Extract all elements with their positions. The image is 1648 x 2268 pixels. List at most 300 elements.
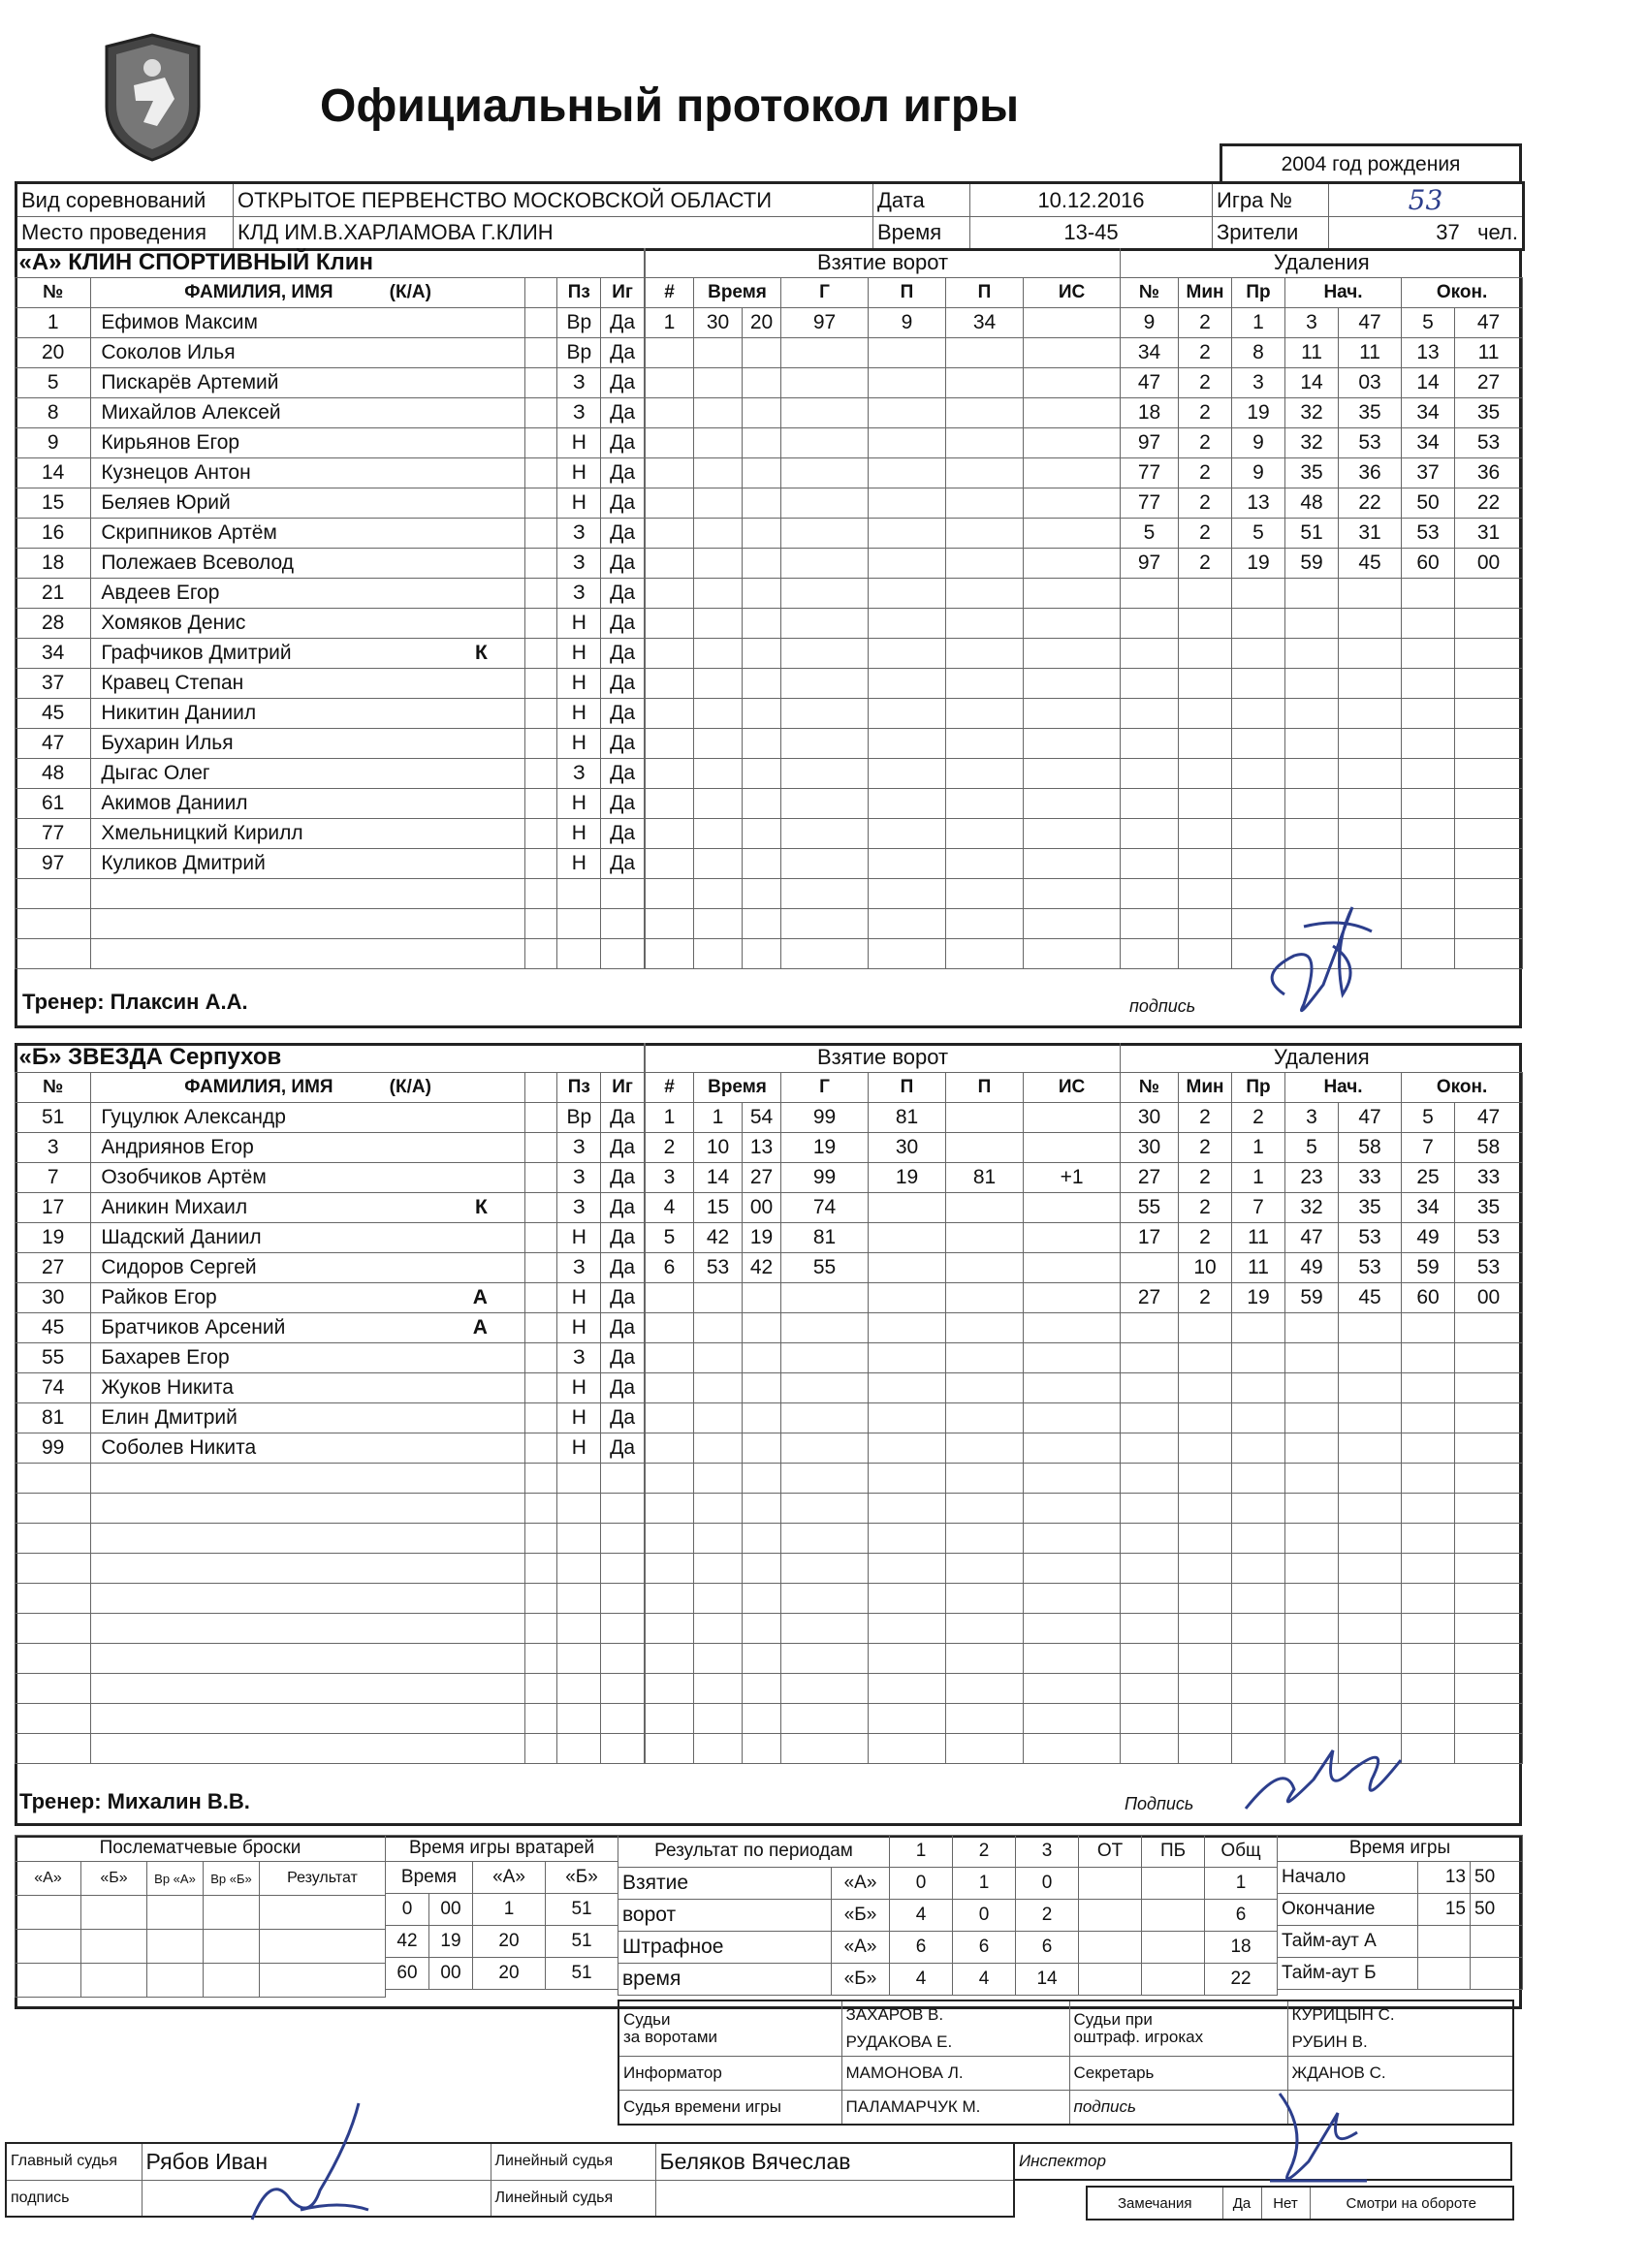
penalty-start-sec: 45 bbox=[1339, 1283, 1402, 1313]
penalty-player bbox=[1121, 1644, 1179, 1674]
penalty-minutes: 2 bbox=[1179, 338, 1232, 368]
period-total: 6 bbox=[1205, 1900, 1278, 1932]
goal-minute bbox=[694, 488, 743, 519]
player-played: Да bbox=[601, 1103, 645, 1133]
penalty-row bbox=[1121, 819, 1523, 849]
col-pen-reason: Пр bbox=[1232, 1073, 1285, 1103]
table-row bbox=[16, 699, 645, 729]
player-number: 27 bbox=[16, 1253, 91, 1283]
penalty-minutes bbox=[1179, 759, 1232, 789]
penalty-player: 17 bbox=[1121, 1223, 1179, 1253]
player-name: Кравец Степан bbox=[91, 669, 525, 699]
penalty-end-min bbox=[1402, 1674, 1455, 1704]
penalty-minutes: 2 bbox=[1179, 398, 1232, 428]
goal-number bbox=[646, 699, 694, 729]
penalty-start-sec bbox=[1339, 759, 1402, 789]
goal-minute bbox=[694, 1704, 743, 1734]
goal-second bbox=[743, 909, 781, 939]
player-played bbox=[601, 1584, 645, 1614]
penalty-end-sec: 53 bbox=[1455, 1223, 1523, 1253]
period-value: 0 bbox=[890, 1868, 953, 1900]
player-number: 16 bbox=[16, 519, 91, 549]
goal-number bbox=[646, 519, 694, 549]
table-row bbox=[16, 1343, 645, 1373]
game-label: Игра № bbox=[1213, 183, 1329, 217]
table-row bbox=[16, 428, 645, 458]
shootout-header: ПБ bbox=[1142, 1836, 1205, 1868]
penalty-reason: 8 bbox=[1232, 338, 1285, 368]
goal-scorer: 19 bbox=[781, 1133, 869, 1163]
col-pen-end: Окон. bbox=[1402, 1073, 1523, 1103]
goal-row bbox=[646, 308, 1121, 338]
goal-judges-label: Судьи за воротами bbox=[618, 2000, 841, 2057]
goal-assist1 bbox=[869, 368, 946, 398]
player-name: Гуцулюк Александр bbox=[91, 1103, 525, 1133]
period-row bbox=[618, 1964, 1278, 1996]
competition-label: Вид соревнований bbox=[16, 183, 234, 217]
goal-assist1 bbox=[869, 759, 946, 789]
penalty-reason: 19 bbox=[1232, 398, 1285, 428]
penalty-reason bbox=[1232, 1704, 1285, 1734]
goal-number bbox=[646, 849, 694, 879]
goalie-b: 51 bbox=[546, 1926, 618, 1958]
table-row bbox=[16, 1223, 645, 1253]
goal-number bbox=[646, 458, 694, 488]
goalie-row bbox=[386, 1894, 618, 1926]
linesman2-label: Линейный судья bbox=[491, 2180, 655, 2217]
goal-number bbox=[646, 1554, 694, 1584]
goal-scorer: 81 bbox=[781, 1223, 869, 1253]
penalty-start-min bbox=[1285, 1524, 1339, 1554]
player-number: 37 bbox=[16, 669, 91, 699]
goal-situation bbox=[1024, 1464, 1121, 1494]
goalie-row bbox=[386, 1926, 618, 1958]
penalty-row bbox=[1121, 1313, 1523, 1343]
goal-assist2 bbox=[946, 1433, 1024, 1464]
penalty-start-sec bbox=[1339, 1494, 1402, 1524]
penalty-row bbox=[1121, 1343, 1523, 1373]
goal-assist2 bbox=[946, 669, 1024, 699]
goal-situation bbox=[1024, 1554, 1121, 1584]
table-row bbox=[16, 1403, 645, 1433]
col-pen-min: Мин bbox=[1179, 278, 1232, 308]
goal-assist2 bbox=[946, 579, 1024, 609]
penalty-start-min: 3 bbox=[1285, 1103, 1339, 1133]
goal-second bbox=[743, 1433, 781, 1464]
player-position: Н bbox=[557, 699, 601, 729]
penalty-row bbox=[1121, 1614, 1523, 1644]
penalty-end-min bbox=[1402, 609, 1455, 639]
penalty-player: 34 bbox=[1121, 338, 1179, 368]
penalty-end-min: 59 bbox=[1402, 1253, 1455, 1283]
goal-situation bbox=[1024, 729, 1121, 759]
penalty-end-sec bbox=[1455, 1674, 1523, 1704]
goal-second bbox=[743, 819, 781, 849]
goal-minute bbox=[694, 549, 743, 579]
player-number: 3 bbox=[16, 1133, 91, 1163]
penalty-start-min: 59 bbox=[1285, 549, 1339, 579]
goal-number: 6 bbox=[646, 1253, 694, 1283]
game-end-label: Окончание bbox=[1278, 1894, 1418, 1926]
player-played: Да bbox=[601, 1163, 645, 1193]
penalty-player bbox=[1121, 1734, 1179, 1764]
goal-assist2 bbox=[946, 1223, 1024, 1253]
goal-minute bbox=[694, 1524, 743, 1554]
period-3-header: 3 bbox=[1016, 1836, 1079, 1868]
goal-assist2: 81 bbox=[946, 1163, 1024, 1193]
period-value: 0 bbox=[1016, 1868, 1079, 1900]
player-position: З bbox=[557, 1253, 601, 1283]
player-played: Да bbox=[601, 398, 645, 428]
table-row bbox=[16, 759, 645, 789]
goal-second bbox=[743, 398, 781, 428]
period-value bbox=[1142, 1868, 1205, 1900]
player-played bbox=[601, 1494, 645, 1524]
team-b-roster bbox=[15, 1043, 645, 1764]
penalty-reason bbox=[1232, 1464, 1285, 1494]
penalty-minutes: 2 bbox=[1179, 308, 1232, 338]
goal-minute bbox=[694, 1403, 743, 1433]
penalty-end-sec: 31 bbox=[1455, 519, 1523, 549]
goal-minute bbox=[694, 939, 743, 969]
penalty-end-sec bbox=[1455, 729, 1523, 759]
team-a-sign-label: подпись bbox=[1129, 996, 1196, 1016]
goal-second bbox=[743, 428, 781, 458]
goal-minute bbox=[694, 1343, 743, 1373]
goal-second bbox=[743, 1373, 781, 1403]
goal-second: 42 bbox=[743, 1253, 781, 1283]
player-position: Н bbox=[557, 789, 601, 819]
goal-minute bbox=[694, 398, 743, 428]
player-number bbox=[16, 1554, 91, 1584]
goal-assist2 bbox=[946, 939, 1024, 969]
period-team: «А» bbox=[832, 1868, 890, 1900]
player-number: 15 bbox=[16, 488, 91, 519]
player-name: Дыгас Олег bbox=[91, 759, 525, 789]
team-b-pen-title: Удаления bbox=[1121, 1043, 1523, 1073]
goal-row bbox=[646, 368, 1121, 398]
goal-situation bbox=[1024, 1674, 1121, 1704]
goal-second bbox=[743, 639, 781, 669]
penalty-start-min bbox=[1285, 1704, 1339, 1734]
goal-assist1 bbox=[869, 909, 946, 939]
secretary-label: Секретарь bbox=[1069, 2057, 1287, 2091]
goal-situation bbox=[1024, 308, 1121, 338]
period-team: «Б» bbox=[832, 1900, 890, 1932]
goal-number bbox=[646, 1433, 694, 1464]
penalty-start-min bbox=[1285, 819, 1339, 849]
table-row bbox=[16, 879, 645, 909]
goal-second bbox=[743, 488, 781, 519]
penalty-reason bbox=[1232, 1494, 1285, 1524]
goal-situation bbox=[1024, 1223, 1121, 1253]
player-name bbox=[91, 879, 525, 909]
goal-row bbox=[646, 1584, 1121, 1614]
goal-assist1 bbox=[869, 1674, 946, 1704]
team-b-goals bbox=[645, 1043, 1121, 1764]
player-position bbox=[557, 1584, 601, 1614]
goal-assist2 bbox=[946, 849, 1024, 879]
player-number: 45 bbox=[16, 699, 91, 729]
penalty-start-min: 14 bbox=[1285, 368, 1339, 398]
player-played: Да bbox=[601, 579, 645, 609]
player-name: Соболев Никита bbox=[91, 1433, 525, 1464]
period-value: 2 bbox=[1016, 1900, 1079, 1932]
col-goal-assist1: П bbox=[869, 278, 946, 308]
player-name: Скрипников Артём bbox=[91, 519, 525, 549]
penalty-reason bbox=[1232, 699, 1285, 729]
penalty-player: 30 bbox=[1121, 1103, 1179, 1133]
penalty-start-min bbox=[1285, 1644, 1339, 1674]
timeout-a-label: Тайм-аут А bbox=[1278, 1926, 1418, 1958]
goal-situation bbox=[1024, 428, 1121, 458]
goal-number bbox=[646, 609, 694, 639]
player-position: Н bbox=[557, 428, 601, 458]
table-row bbox=[16, 909, 645, 939]
goal-assist1 bbox=[869, 1524, 946, 1554]
penalty-minutes: 2 bbox=[1179, 549, 1232, 579]
period-value: 4 bbox=[953, 1964, 1016, 1996]
player-played: Да bbox=[601, 639, 645, 669]
table-row bbox=[16, 609, 645, 639]
game-end-sec: 50 bbox=[1471, 1894, 1523, 1926]
penalty-reason: 5 bbox=[1232, 519, 1285, 549]
goal-situation bbox=[1024, 609, 1121, 639]
informer-label: Информатор bbox=[618, 2057, 841, 2091]
player-position: Вр bbox=[557, 338, 601, 368]
penalty-minutes bbox=[1179, 669, 1232, 699]
player-position: З bbox=[557, 549, 601, 579]
goal-assist1 bbox=[869, 669, 946, 699]
penalty-reason bbox=[1232, 1584, 1285, 1614]
goal-assist1 bbox=[869, 1253, 946, 1283]
penalty-end-min bbox=[1402, 939, 1455, 969]
federation-logo bbox=[97, 29, 208, 165]
player-number: 19 bbox=[16, 1223, 91, 1253]
penalty-end-min bbox=[1402, 1704, 1455, 1734]
goal-assist2 bbox=[946, 1103, 1024, 1133]
spectators-value: 37 чел. bbox=[1329, 217, 1524, 250]
player-name bbox=[91, 909, 525, 939]
penalty-start-sec bbox=[1339, 579, 1402, 609]
penalty-minutes bbox=[1179, 819, 1232, 849]
penalty-reason bbox=[1232, 1554, 1285, 1584]
player-position bbox=[557, 1524, 601, 1554]
player-number: 51 bbox=[16, 1103, 91, 1133]
player-position bbox=[557, 1464, 601, 1494]
player-position: З bbox=[557, 519, 601, 549]
goal-situation bbox=[1024, 458, 1121, 488]
goal-scorer bbox=[781, 1313, 869, 1343]
timeout-b-label: Тайм-аут Б bbox=[1278, 1958, 1418, 1990]
penalty-player: 97 bbox=[1121, 428, 1179, 458]
goal-situation bbox=[1024, 1524, 1121, 1554]
goal-scorer bbox=[781, 338, 869, 368]
penalty-end-sec bbox=[1455, 579, 1523, 609]
penalty-judges-label: Судьи при оштраф. игроках bbox=[1069, 2000, 1287, 2057]
goal-number bbox=[646, 1584, 694, 1614]
remarks-see-back: Смотри на обороте bbox=[1310, 2187, 1513, 2220]
penalty-player bbox=[1121, 669, 1179, 699]
goal-scorer bbox=[781, 1433, 869, 1464]
birth-year-box: 2004 год рождения bbox=[1220, 143, 1522, 184]
penalty-row bbox=[1121, 338, 1523, 368]
goal-assist2 bbox=[946, 1193, 1024, 1223]
penalty-minutes: 2 bbox=[1179, 368, 1232, 398]
player-number bbox=[16, 1464, 91, 1494]
goal-row bbox=[646, 398, 1121, 428]
table-row bbox=[16, 1283, 645, 1313]
game-time-table bbox=[1277, 1835, 1523, 1990]
goalie-minute: 0 bbox=[386, 1894, 429, 1926]
penalty-start-sec bbox=[1339, 1674, 1402, 1704]
goal-minute bbox=[694, 1373, 743, 1403]
goal-assist2 bbox=[946, 368, 1024, 398]
penalty-start-sec bbox=[1339, 609, 1402, 639]
period-value bbox=[1142, 1900, 1205, 1932]
remarks-yes: Да bbox=[1222, 2187, 1261, 2220]
player-number bbox=[16, 1494, 91, 1524]
penalty-reason bbox=[1232, 1313, 1285, 1343]
timekeeper-name: ПАЛАМАРЧУК М. bbox=[841, 2091, 1069, 2126]
goal-assist1 bbox=[869, 1554, 946, 1584]
goal-situation bbox=[1024, 1253, 1121, 1283]
penalty-start-sec bbox=[1339, 1373, 1402, 1403]
goal-scorer bbox=[781, 789, 869, 819]
penalty-reason bbox=[1232, 849, 1285, 879]
player-played bbox=[601, 1464, 645, 1494]
goal-second: 13 bbox=[743, 1133, 781, 1163]
team-b-goals-title: Взятие ворот bbox=[646, 1043, 1121, 1073]
goal-assist1 bbox=[869, 338, 946, 368]
goal-second bbox=[743, 1704, 781, 1734]
penalty-start-sec bbox=[1339, 1614, 1402, 1644]
goalie-second: 00 bbox=[429, 1894, 473, 1926]
period-team: «А» bbox=[832, 1932, 890, 1964]
penalty-start-min bbox=[1285, 639, 1339, 669]
goal-number bbox=[646, 579, 694, 609]
shootout-col-gk-b: Вр «Б» bbox=[204, 1862, 260, 1896]
penalty-start-min bbox=[1285, 1584, 1339, 1614]
player-played: Да bbox=[601, 488, 645, 519]
player-number bbox=[16, 1704, 91, 1734]
goal-minute bbox=[694, 819, 743, 849]
player-name: Авдеев Егор bbox=[91, 579, 525, 609]
penalty-player bbox=[1121, 939, 1179, 969]
goal-assist1 bbox=[869, 849, 946, 879]
player-number: 45 bbox=[16, 1313, 91, 1343]
penalty-reason bbox=[1232, 669, 1285, 699]
penalty-player bbox=[1121, 1554, 1179, 1584]
player-played bbox=[601, 879, 645, 909]
penalty-minutes bbox=[1179, 609, 1232, 639]
table-row bbox=[16, 1313, 645, 1343]
goal-assist1 bbox=[869, 398, 946, 428]
penalty-player bbox=[1121, 1584, 1179, 1614]
period-total: 1 bbox=[1205, 1868, 1278, 1900]
goalie-a: 20 bbox=[473, 1926, 546, 1958]
table-row bbox=[16, 1373, 645, 1403]
goal-scorer bbox=[781, 1283, 869, 1313]
goal-minute: 1 bbox=[694, 1103, 743, 1133]
goal-row bbox=[646, 1524, 1121, 1554]
goal-scorer: 55 bbox=[781, 1253, 869, 1283]
goal-row bbox=[646, 1554, 1121, 1584]
penalty-row bbox=[1121, 1103, 1523, 1133]
total-header: Общ bbox=[1205, 1836, 1278, 1868]
penalty-end-sec bbox=[1455, 699, 1523, 729]
player-number bbox=[16, 1524, 91, 1554]
penalty-start-sec bbox=[1339, 639, 1402, 669]
player-position: З bbox=[557, 1343, 601, 1373]
player-name: Михайлов Алексей bbox=[91, 398, 525, 428]
player-number: 48 bbox=[16, 759, 91, 789]
goal-second bbox=[743, 939, 781, 969]
goal-scorer bbox=[781, 1373, 869, 1403]
goal-minute bbox=[694, 879, 743, 909]
goal-number bbox=[646, 1373, 694, 1403]
shootout-col-a: «А» bbox=[16, 1862, 81, 1896]
player-name: Братчиков Арсений А bbox=[91, 1313, 525, 1343]
goal-number: 4 bbox=[646, 1193, 694, 1223]
player-name bbox=[91, 939, 525, 969]
penalty-start-min bbox=[1285, 1343, 1339, 1373]
goal-scorer: 97 bbox=[781, 308, 869, 338]
player-number bbox=[16, 1734, 91, 1764]
penalty-reason bbox=[1232, 729, 1285, 759]
goal-minute bbox=[694, 1554, 743, 1584]
period-value bbox=[1079, 1932, 1142, 1964]
player-name: Соколов Илья bbox=[91, 338, 525, 368]
penalty-reason: 19 bbox=[1232, 549, 1285, 579]
period-1-header: 1 bbox=[890, 1836, 953, 1868]
goal-row bbox=[646, 1313, 1121, 1343]
penalty-reason bbox=[1232, 1674, 1285, 1704]
goal-number bbox=[646, 909, 694, 939]
inspector-label: Инспектор bbox=[1014, 2143, 1511, 2180]
goal-minute: 15 bbox=[694, 1193, 743, 1223]
player-position: З bbox=[557, 1193, 601, 1223]
player-name: Шадский Даниил bbox=[91, 1223, 525, 1253]
penalty-end-min bbox=[1402, 1403, 1455, 1433]
player-played: Да bbox=[601, 729, 645, 759]
goal-second bbox=[743, 1283, 781, 1313]
period-row-label: Взятие bbox=[618, 1868, 832, 1900]
penalty-minutes bbox=[1179, 579, 1232, 609]
table-row bbox=[16, 789, 645, 819]
goal-minute: 10 bbox=[694, 1133, 743, 1163]
penalty-start-min: 49 bbox=[1285, 1253, 1339, 1283]
penalty-player: 97 bbox=[1121, 549, 1179, 579]
penalty-start-sec: 53 bbox=[1339, 428, 1402, 458]
penalty-start-min bbox=[1285, 1464, 1339, 1494]
player-name: Жуков Никита bbox=[91, 1373, 525, 1403]
goal-number bbox=[646, 1614, 694, 1644]
goal-assist1 bbox=[869, 609, 946, 639]
goal-row bbox=[646, 1403, 1121, 1433]
goal-row bbox=[646, 1223, 1121, 1253]
col-pen-start: Нач. bbox=[1285, 278, 1402, 308]
penalty-start-min bbox=[1285, 759, 1339, 789]
goalie-col-b: «Б» bbox=[546, 1862, 618, 1894]
timekeeper-label: Судья времени игры bbox=[618, 2091, 841, 2126]
player-number: 97 bbox=[16, 849, 91, 879]
goal-assist2 bbox=[946, 488, 1024, 519]
penalty-end-min bbox=[1402, 789, 1455, 819]
game-time-title: Время игры bbox=[1278, 1836, 1523, 1862]
goal-row bbox=[646, 1674, 1121, 1704]
player-name bbox=[91, 1644, 525, 1674]
